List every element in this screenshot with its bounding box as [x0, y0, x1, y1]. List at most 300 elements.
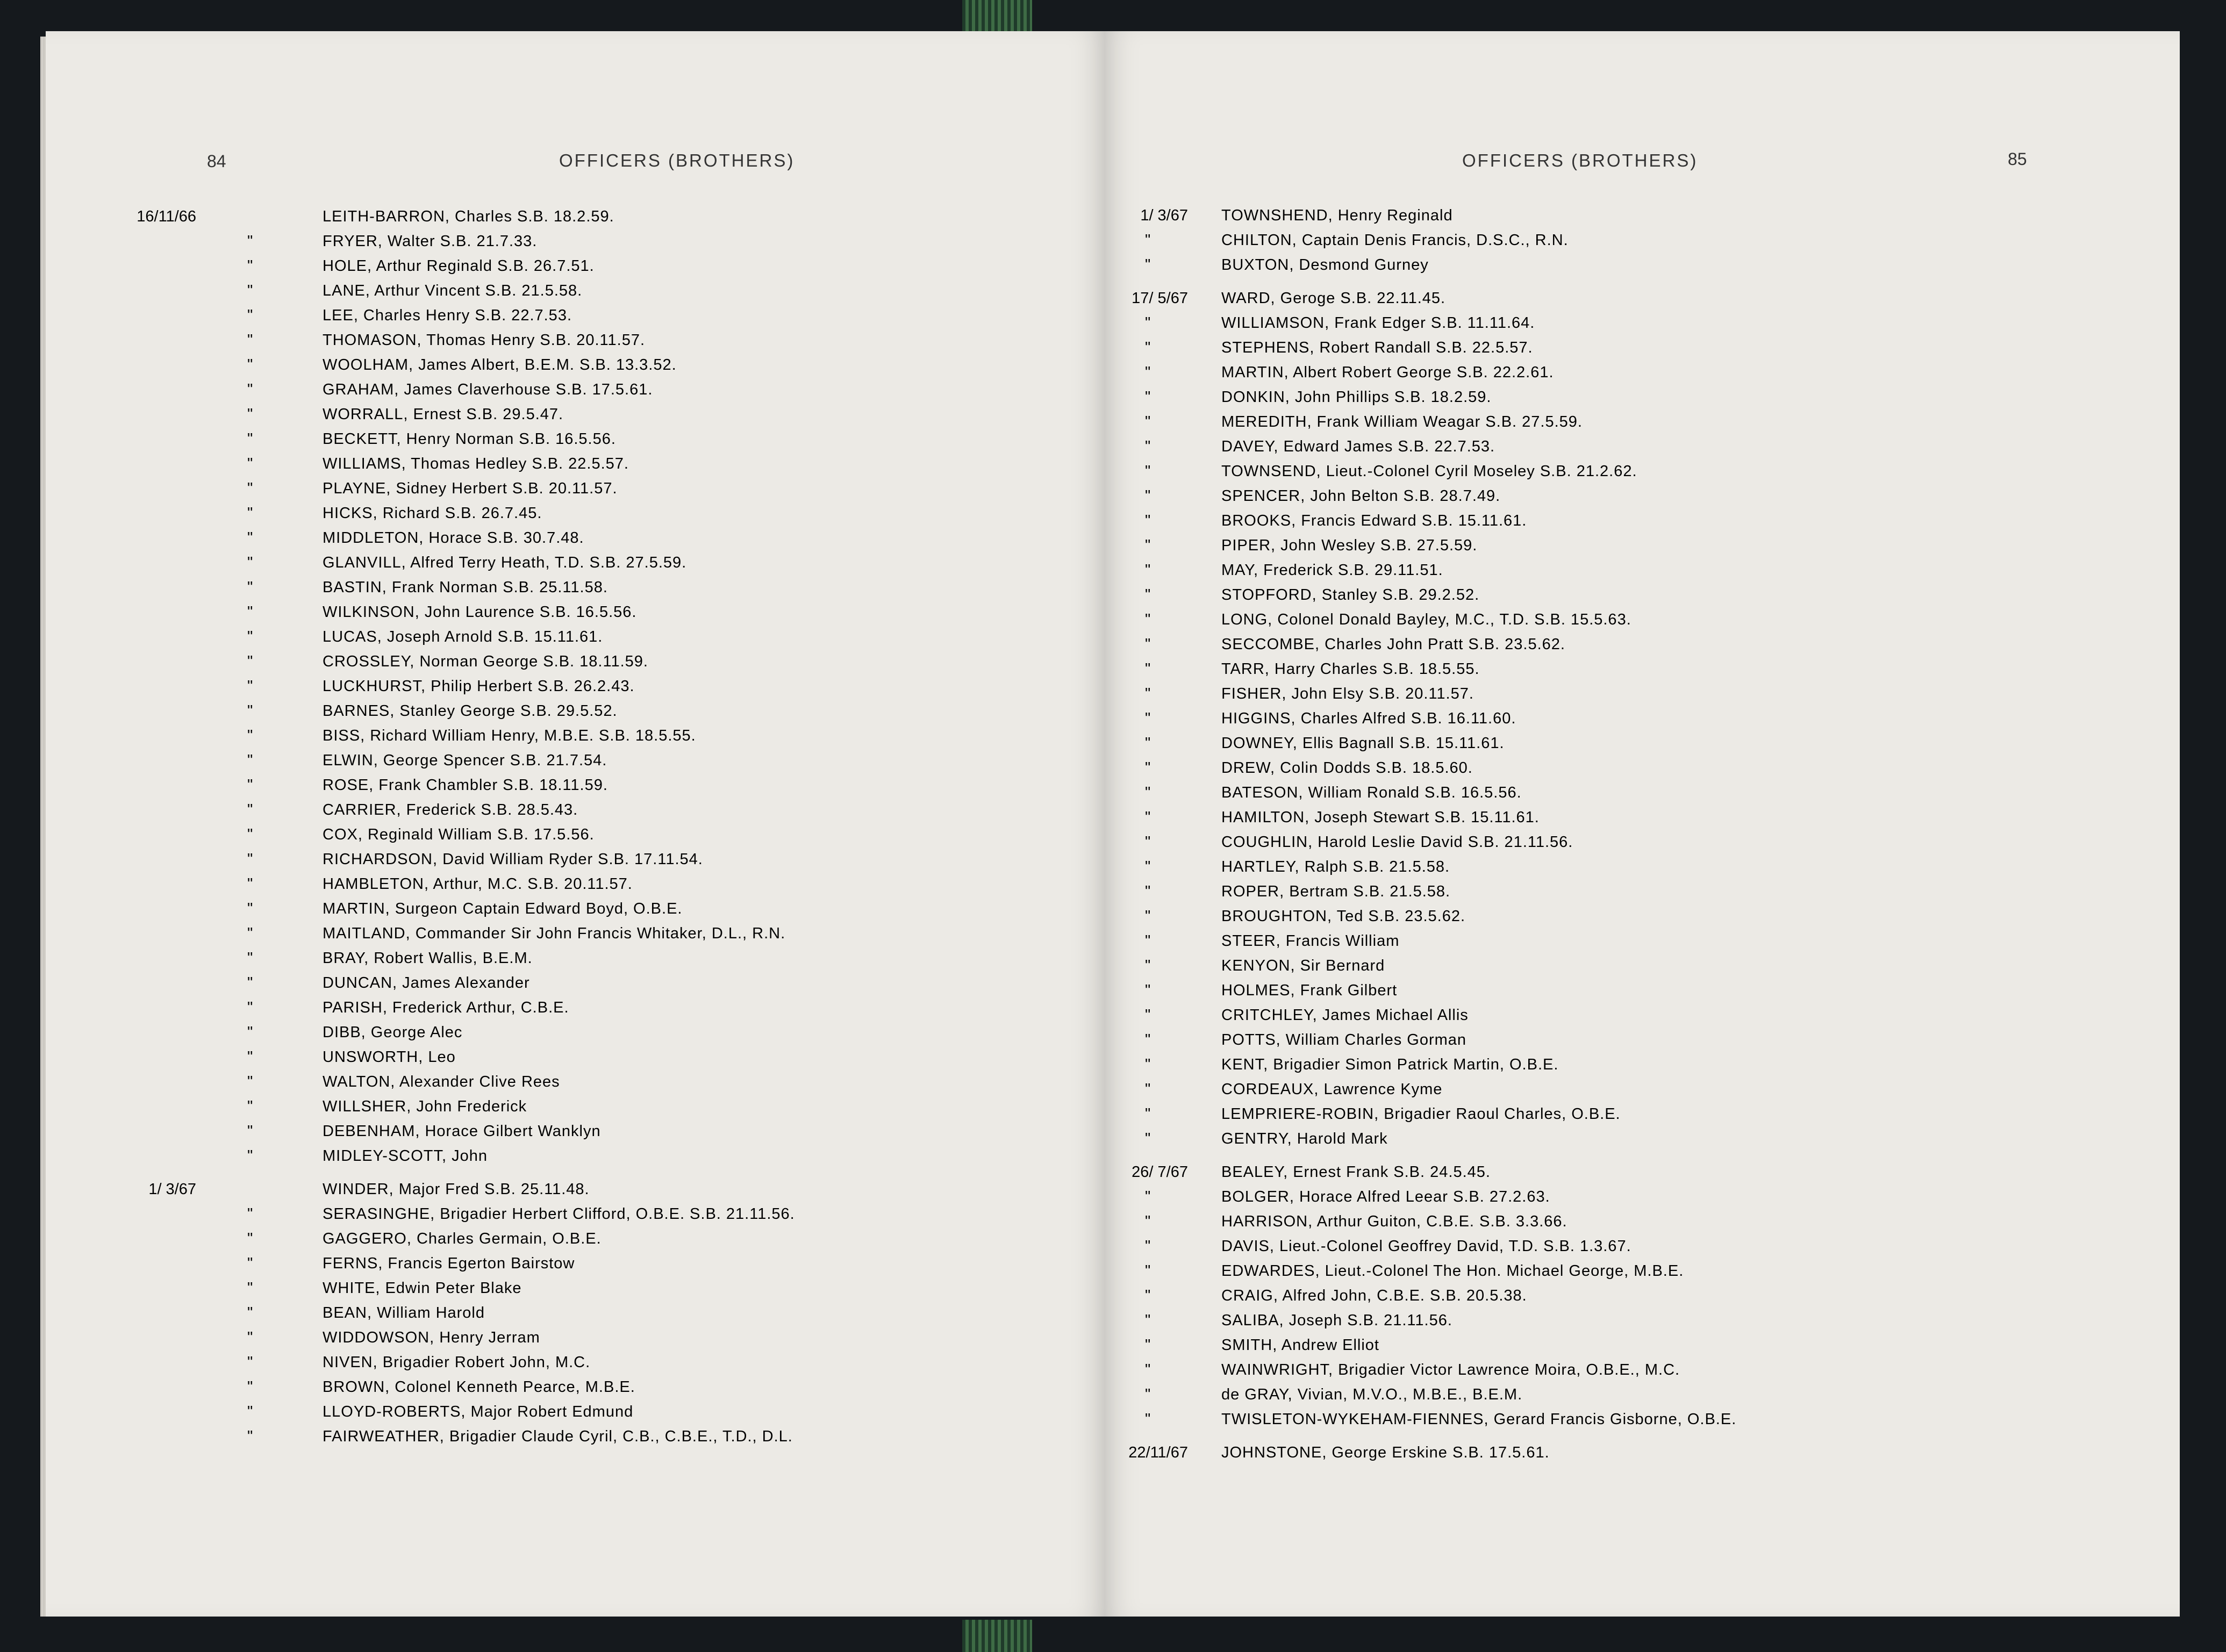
entry-name: FAIRWEATHER, Brigadier Claude Cyril, C.B., C.B.E., T.D., D.L. [323, 1428, 793, 1445]
list-item [161, 600, 1075, 624]
entry-date: " [1145, 759, 1151, 777]
list-item [1118, 360, 2139, 385]
entry-date: 16/11/66 [137, 208, 196, 225]
entry-name: BARNES, Stanley George S.B. 29.5.52. [323, 702, 618, 720]
entry-name: BUXTON, Desmond Gurney [1221, 256, 1429, 274]
entry-name: UNSWORTH, Leo [323, 1048, 456, 1066]
list-item [1118, 286, 2139, 311]
entry-date: " [1145, 1105, 1151, 1123]
list-item [1118, 1160, 2139, 1184]
list-item [1118, 1052, 2139, 1077]
page-header-left: OFFICERS (BROTHERS) [559, 150, 795, 170]
entry-date: " [247, 875, 253, 893]
entry-date: " [1145, 537, 1151, 554]
list-item [1118, 929, 2139, 953]
entry-name: SMITH, Andrew Elliot [1221, 1337, 1379, 1354]
entry-date: " [1145, 685, 1151, 702]
entry-name: SECCOMBE, Charles John Pratt S.B. 23.5.62. [1221, 636, 1565, 653]
entry-date: " [1145, 784, 1151, 801]
entry-name: COUGHLIN, Harold Leslie David S.B. 21.11.56. [1221, 834, 1573, 851]
entry-name: WOOLHAM, James Albert, B.E.M. S.B. 13.3.52. [323, 356, 677, 374]
list-item [1118, 1028, 2139, 1052]
entry-date: " [247, 455, 253, 472]
list-item [1118, 1209, 2139, 1234]
list-item [161, 971, 1075, 995]
entry-name: LLOYD-ROBERTS, Major Robert Edmund [323, 1403, 634, 1420]
entry-date: " [247, 1428, 253, 1445]
entry-name: STEER, Francis William [1221, 932, 1400, 950]
entry-name: JOHNSTONE, George Erskine S.B. 17.5.61. [1221, 1444, 1550, 1461]
entry-name: WHITE, Edwin Peter Blake [323, 1280, 522, 1297]
entry-name: DOWNEY, Ellis Bagnall S.B. 15.11.61. [1221, 735, 1505, 752]
list-item [161, 1424, 1075, 1449]
list-item [1118, 1357, 2139, 1382]
list-item [1118, 805, 2139, 830]
list-item [161, 1399, 1075, 1424]
list-item [161, 674, 1075, 699]
entry-date: " [247, 974, 253, 992]
entry-name: SALIBA, Joseph S.B. 21.11.56. [1221, 1312, 1452, 1329]
entry-date: " [1145, 883, 1151, 900]
list-item [1118, 632, 2139, 657]
entry-date: " [1145, 463, 1151, 480]
entry-name: HOLMES, Frank Gilbert [1221, 982, 1398, 999]
entry-date: " [247, 727, 253, 744]
list-item [1118, 1308, 2139, 1333]
list-item [161, 402, 1075, 427]
entry-name: BEAN, William Harold [323, 1304, 485, 1321]
entry-name: DAVEY, Edward James S.B. 22.7.53. [1221, 438, 1495, 455]
entry-date: " [247, 752, 253, 769]
entry-date: " [247, 505, 253, 522]
list-item [1118, 1126, 2139, 1151]
entry-date: " [1145, 413, 1151, 430]
entry-name: CROSSLEY, Norman George S.B. 18.11.59. [323, 653, 648, 670]
list-item [161, 896, 1075, 921]
list-item [1118, 1234, 2139, 1259]
list-item [161, 1375, 1075, 1399]
entry-date: " [1145, 256, 1151, 274]
entry-date: " [1145, 1287, 1151, 1304]
list-item [1118, 1283, 2139, 1308]
entry-name: MEREDITH, Frank William Weagar S.B. 27.5.59. [1221, 413, 1583, 430]
list-item [161, 353, 1075, 377]
list-item [1118, 508, 2139, 533]
entry-name: PIPER, John Wesley S.B. 27.5.59. [1221, 537, 1478, 554]
entry-date: " [247, 604, 253, 621]
entry-name: PLAYNE, Sidney Herbert S.B. 20.11.57. [323, 480, 618, 497]
entry-name: LEMPRIERE-ROBIN, Brigadier Raoul Charles, O.B.E. [1221, 1105, 1621, 1123]
officer-list-right [1118, 203, 2139, 1465]
list-item [161, 822, 1075, 847]
entry-date: " [1145, 1361, 1151, 1378]
entry-date: " [247, 1073, 253, 1090]
entry-name: HAMILTON, Joseph Stewart S.B. 15.11.61. [1221, 809, 1540, 826]
entry-name: DONKIN, John Phillips S.B. 18.2.59. [1221, 389, 1492, 406]
list-item [161, 946, 1075, 971]
entry-date: " [247, 653, 253, 670]
entry-date: " [247, 925, 253, 942]
entry-date: " [247, 1147, 253, 1165]
entry-date: " [1145, 858, 1151, 875]
entry-name: STOPFORD, Stanley S.B. 29.2.52. [1221, 586, 1480, 604]
list-item [161, 575, 1075, 600]
entry-date: " [247, 1098, 253, 1115]
list-item [1118, 228, 2139, 253]
entry-name: BOLGER, Horace Alfred Leear S.B. 27.2.63. [1221, 1188, 1550, 1205]
page-header-right: OFFICERS (BROTHERS) [1462, 150, 1698, 170]
entry-name: HAMBLETON, Arthur, M.C. S.B. 20.11.57. [323, 875, 633, 893]
entry-date: " [247, 257, 253, 275]
list-item [1118, 1077, 2139, 1102]
entry-date: " [1145, 314, 1151, 332]
entry-name: WINDER, Major Fred S.B. 25.11.48. [323, 1181, 590, 1198]
entry-name: BISS, Richard William Henry, M.B.E. S.B. 18.5.55. [323, 727, 696, 744]
entry-name: WILLSHER, John Frederick [323, 1098, 527, 1115]
list-item [161, 773, 1075, 798]
entry-name: de GRAY, Vivian, M.V.O., M.B.E., B.E.M. [1221, 1386, 1523, 1403]
list-item [161, 1325, 1075, 1350]
list-item [161, 1069, 1075, 1094]
list-item [161, 427, 1075, 451]
list-item [161, 699, 1075, 723]
entry-date: " [247, 950, 253, 967]
list-item [1118, 434, 2139, 459]
list-item [161, 1202, 1075, 1226]
entry-name: GENTRY, Harold Mark [1221, 1130, 1388, 1147]
entry-date: " [247, 480, 253, 497]
entry-name: MIDLEY-SCOTT, John [323, 1147, 488, 1165]
entry-name: KENT, Brigadier Simon Patrick Martin, O.B.E. [1221, 1056, 1559, 1073]
list-item [161, 624, 1075, 649]
entry-name: WILLIAMS, Thomas Hedley S.B. 22.5.57. [323, 455, 629, 472]
entry-date: " [247, 1280, 253, 1297]
entry-name: FERNS, Francis Egerton Bairstow [323, 1255, 575, 1272]
list-item [1118, 335, 2139, 360]
entry-date: " [1145, 586, 1151, 604]
entry-name: GLANVILL, Alfred Terry Heath, T.D. S.B. 27.5.59. [323, 554, 687, 571]
entry-date: " [247, 430, 253, 448]
list-item [161, 328, 1075, 353]
entry-name: HARTLEY, Ralph S.B. 21.5.58. [1221, 858, 1450, 875]
entry-date: " [247, 826, 253, 843]
entry-name: WILLIAMSON, Frank Edger S.B. 11.11.64. [1221, 314, 1535, 332]
entry-name: STEPHENS, Robert Randall S.B. 22.5.57. [1221, 339, 1533, 356]
list-item [1118, 311, 2139, 335]
entry-name: CORDEAUX, Lawrence Kyme [1221, 1081, 1443, 1098]
entry-date: " [1145, 1238, 1151, 1255]
entry-date: " [1145, 1031, 1151, 1048]
entry-name: BROWN, Colonel Kenneth Pearce, M.B.E. [323, 1378, 635, 1396]
entry-name: DAVIS, Lieut.-Colonel Geoffrey David, T.D. S.B. 1.3.67. [1221, 1238, 1631, 1255]
entry-date: " [1145, 611, 1151, 628]
entry-name: SERASINGHE, Brigadier Herbert Clifford, O.B.E. S.B. 21.11.56. [323, 1205, 795, 1223]
entry-date: " [1145, 364, 1151, 381]
entry-name: WORRALL, Ernest S.B. 29.5.47. [323, 406, 564, 423]
list-item [1118, 1259, 2139, 1283]
entry-name: LANE, Arthur Vincent S.B. 21.5.58. [323, 282, 583, 299]
bookmark-ribbon-bottom [962, 1620, 1032, 1652]
entry-name: GRAHAM, James Claverhouse S.B. 17.5.61. [323, 381, 653, 398]
list-item [161, 1119, 1075, 1144]
entry-name: WARD, Geroge S.B. 22.11.45. [1221, 290, 1446, 307]
entry-name: WILKINSON, John Laurence S.B. 16.5.56. [323, 604, 637, 621]
entry-name: FRYER, Walter S.B. 21.7.33. [323, 233, 538, 250]
list-item [1118, 385, 2139, 410]
list-item [1118, 731, 2139, 756]
entry-name: CRITCHLEY, James Michael Allis [1221, 1007, 1469, 1024]
entry-date: " [1145, 1312, 1151, 1329]
entry-name: RICHARDSON, David William Ryder S.B. 17.11.54. [323, 851, 703, 868]
entry-date: " [1145, 982, 1151, 999]
entry-name: FISHER, John Elsy S.B. 20.11.57. [1221, 685, 1474, 702]
entry-date: " [1145, 339, 1151, 356]
list-item [1118, 533, 2139, 558]
list-item [1118, 1440, 2139, 1465]
list-item [161, 278, 1075, 303]
entry-date: " [247, 702, 253, 720]
entry-name: CHILTON, Captain Denis Francis, D.S.C., R.N. [1221, 232, 1569, 249]
entry-name: ROPER, Bertram S.B. 21.5.58. [1221, 883, 1451, 900]
entry-name: WAINWRIGHT, Brigadier Victor Lawrence Moira, O.B.E., M.C. [1221, 1361, 1680, 1378]
list-item [1118, 780, 2139, 805]
list-item [1118, 410, 2139, 434]
entry-name: DEBENHAM, Horace Gilbert Wanklyn [323, 1123, 601, 1140]
entry-name: LUCAS, Joseph Arnold S.B. 15.11.61. [323, 628, 603, 645]
entry-date: " [247, 1205, 253, 1223]
list-item [161, 1301, 1075, 1325]
list-item [1118, 1184, 2139, 1209]
entry-date: " [1145, 512, 1151, 529]
entry-name: LONG, Colonel Donald Bayley, M.C., T.D. S.B. 15.5.63. [1221, 611, 1631, 628]
list-item [161, 1094, 1075, 1119]
list-item [161, 1045, 1075, 1069]
entry-date: " [1145, 834, 1151, 851]
entry-name: DUNCAN, James Alexander [323, 974, 530, 992]
entry-date: " [1145, 1130, 1151, 1147]
entry-date: " [247, 1048, 253, 1066]
list-item [161, 649, 1075, 674]
entry-name: POTTS, William Charles Gorman [1221, 1031, 1467, 1048]
entry-date: " [1145, 1262, 1151, 1280]
list-item [161, 1020, 1075, 1045]
entry-date: 1/ 3/67 [148, 1181, 196, 1198]
entry-name: MAY, Frederick S.B. 29.11.51. [1221, 562, 1443, 579]
entry-date: " [247, 233, 253, 250]
list-item [1118, 1102, 2139, 1126]
list-item [1118, 978, 2139, 1003]
entry-date: 17/ 5/67 [1132, 290, 1188, 307]
entry-name: NIVEN, Brigadier Robert John, M.C. [323, 1354, 591, 1371]
entry-name: DIBB, George Alec [323, 1024, 463, 1041]
entry-date: " [1145, 1007, 1151, 1024]
entry-date: " [1145, 1386, 1151, 1403]
entry-date: " [247, 1024, 253, 1041]
entry-date: " [247, 406, 253, 423]
entry-name: BASTIN, Frank Norman S.B. 25.11.58. [323, 579, 608, 596]
entry-name: HIGGINS, Charles Alfred S.B. 16.11.60. [1221, 710, 1516, 727]
entry-date: " [247, 678, 253, 695]
entry-name: BECKETT, Henry Norman S.B. 16.5.56. [323, 430, 616, 448]
entry-name: THOMASON, Thomas Henry S.B. 20.11.57. [323, 332, 646, 349]
list-item [1118, 253, 2139, 277]
entry-date: " [1145, 636, 1151, 653]
entry-name: WALTON, Alexander Clive Rees [323, 1073, 560, 1090]
entry-date: " [1145, 735, 1151, 752]
list-item [161, 921, 1075, 946]
entry-date: " [1145, 389, 1151, 406]
entry-name: EDWARDES, Lieut.-Colonel The Hon. Michael George, M.B.E. [1221, 1262, 1684, 1280]
entry-name: BROOKS, Francis Edward S.B. 15.11.61. [1221, 512, 1527, 529]
entry-date: " [247, 628, 253, 645]
entry-name: BROUGHTON, Ted S.B. 23.5.62. [1221, 908, 1466, 925]
entry-date: 1/ 3/67 [1140, 207, 1188, 224]
list-item [161, 451, 1075, 476]
entry-name: PARISH, Frederick Arthur, C.B.E. [323, 999, 569, 1016]
list-item [161, 550, 1075, 575]
list-item [1118, 459, 2139, 484]
entry-name: CRAIG, Alfred John, C.B.E. S.B. 20.5.38. [1221, 1287, 1527, 1304]
entry-date: " [1145, 908, 1151, 925]
entry-date: " [1145, 1081, 1151, 1098]
entry-date: 26/ 7/67 [1132, 1163, 1188, 1181]
entry-name: TOWNSEND, Lieut.-Colonel Cyril Moseley S.B. 21.2.62. [1221, 463, 1637, 480]
entry-name: SPENCER, John Belton S.B. 28.7.49. [1221, 487, 1501, 505]
entry-date: " [247, 529, 253, 547]
entry-name: HARRISON, Arthur Guiton, C.B.E. S.B. 3.3.66. [1221, 1213, 1567, 1230]
entry-date: " [1145, 710, 1151, 727]
entry-name: ELWIN, George Spencer S.B. 21.7.54. [323, 752, 607, 769]
list-item [1118, 203, 2139, 228]
entry-date: " [1145, 487, 1151, 505]
entry-date: " [247, 1255, 253, 1272]
entry-date: " [247, 1230, 253, 1247]
list-item [161, 1251, 1075, 1276]
list-item [161, 1350, 1075, 1375]
entry-name: MARTIN, Albert Robert George S.B. 22.2.61. [1221, 364, 1554, 381]
entry-name: MAITLAND, Commander Sir John Francis Whitaker, D.L., R.N. [323, 925, 786, 942]
entry-name: LUCKHURST, Philip Herbert S.B. 26.2.43. [323, 678, 635, 695]
entry-date: " [247, 1329, 253, 1346]
entry-date: " [1145, 562, 1151, 579]
list-item [137, 204, 1075, 229]
entry-name: ROSE, Frank Chambler S.B. 18.11.59. [323, 777, 608, 794]
entry-date: " [247, 381, 253, 398]
list-item [1118, 681, 2139, 706]
entry-name: BRAY, Robert Wallis, B.E.M. [323, 950, 533, 967]
entry-date: " [247, 1403, 253, 1420]
entry-name: GAGGERO, Charles Germain, O.B.E. [323, 1230, 602, 1247]
entry-date: " [247, 1378, 253, 1396]
entry-name: BATESON, William Ronald S.B. 16.5.56. [1221, 784, 1522, 801]
entry-date: " [247, 1123, 253, 1140]
entry-date: " [1145, 660, 1151, 678]
list-item [161, 254, 1075, 278]
list-item [161, 872, 1075, 896]
list-item [1118, 830, 2139, 854]
entry-date: " [1145, 809, 1151, 826]
list-item [1118, 558, 2139, 583]
list-item [1118, 1333, 2139, 1357]
entry-name: HICKS, Richard S.B. 26.7.45. [323, 505, 542, 522]
list-item [161, 303, 1075, 328]
list-item [161, 229, 1075, 254]
entry-name: DREW, Colin Dodds S.B. 18.5.60. [1221, 759, 1473, 777]
list-item [1118, 607, 2139, 632]
entry-date: " [247, 356, 253, 374]
entry-date: " [1145, 438, 1151, 455]
entry-date: 22/11/67 [1128, 1444, 1188, 1461]
entry-date: " [247, 777, 253, 794]
entry-date: " [1145, 1056, 1151, 1073]
entry-name: LEITH-BARRON, Charles S.B. 18.2.59. [323, 208, 614, 225]
list-item [1118, 904, 2139, 929]
entry-date: " [247, 1304, 253, 1321]
list-item [1118, 879, 2139, 904]
entry-date: " [247, 999, 253, 1016]
list-item [161, 1276, 1075, 1301]
list-item [161, 476, 1075, 501]
list-item [1118, 953, 2139, 978]
entry-date: " [1145, 1188, 1151, 1205]
list-item [1118, 1003, 2139, 1028]
list-item [1118, 583, 2139, 607]
list-item [148, 1177, 1075, 1202]
page-number-left: 84 [207, 152, 226, 171]
list-item [161, 798, 1075, 822]
list-item [161, 847, 1075, 872]
page-number-right: 85 [2008, 149, 2027, 169]
entry-date: " [1145, 932, 1151, 950]
list-item [1118, 706, 2139, 731]
entry-date: " [247, 1354, 253, 1371]
entry-name: CARRIER, Frederick S.B. 28.5.43. [323, 801, 578, 818]
entry-name: MARTIN, Surgeon Captain Edward Boyd, O.B.E. [323, 900, 683, 917]
entry-name: MIDDLETON, Horace S.B. 30.7.48. [323, 529, 584, 547]
entry-date: " [247, 332, 253, 349]
entry-date: " [247, 579, 253, 596]
list-item [1118, 484, 2139, 508]
entry-name: COX, Reginald William S.B. 17.5.56. [323, 826, 595, 843]
entry-name: LEE, Charles Henry S.B. 22.7.53. [323, 307, 572, 324]
entry-name: TOWNSHEND, Henry Reginald [1221, 207, 1453, 224]
officer-list-left [137, 204, 1075, 1449]
entry-name: TARR, Harry Charles S.B. 18.5.55. [1221, 660, 1480, 678]
entry-date: " [247, 801, 253, 818]
entry-date: " [247, 554, 253, 571]
list-item [161, 1144, 1075, 1168]
list-item [1118, 756, 2139, 780]
entry-date: " [1145, 1337, 1151, 1354]
entry-date: " [1145, 1411, 1151, 1428]
list-item [1118, 657, 2139, 681]
entry-name: HOLE, Arthur Reginald S.B. 26.7.51. [323, 257, 595, 275]
entry-date: " [1145, 1213, 1151, 1230]
list-item [161, 723, 1075, 748]
entry-date: " [247, 851, 253, 868]
entry-date: " [1145, 232, 1151, 249]
bookmark-ribbon-top [962, 0, 1032, 32]
list-item [161, 748, 1075, 773]
list-item [161, 377, 1075, 402]
list-item [161, 995, 1075, 1020]
list-item [161, 1226, 1075, 1251]
entry-date: " [247, 900, 253, 917]
list-item [161, 526, 1075, 550]
list-item [1118, 1382, 2139, 1407]
entry-date: " [247, 282, 253, 299]
list-item [1118, 1407, 2139, 1432]
